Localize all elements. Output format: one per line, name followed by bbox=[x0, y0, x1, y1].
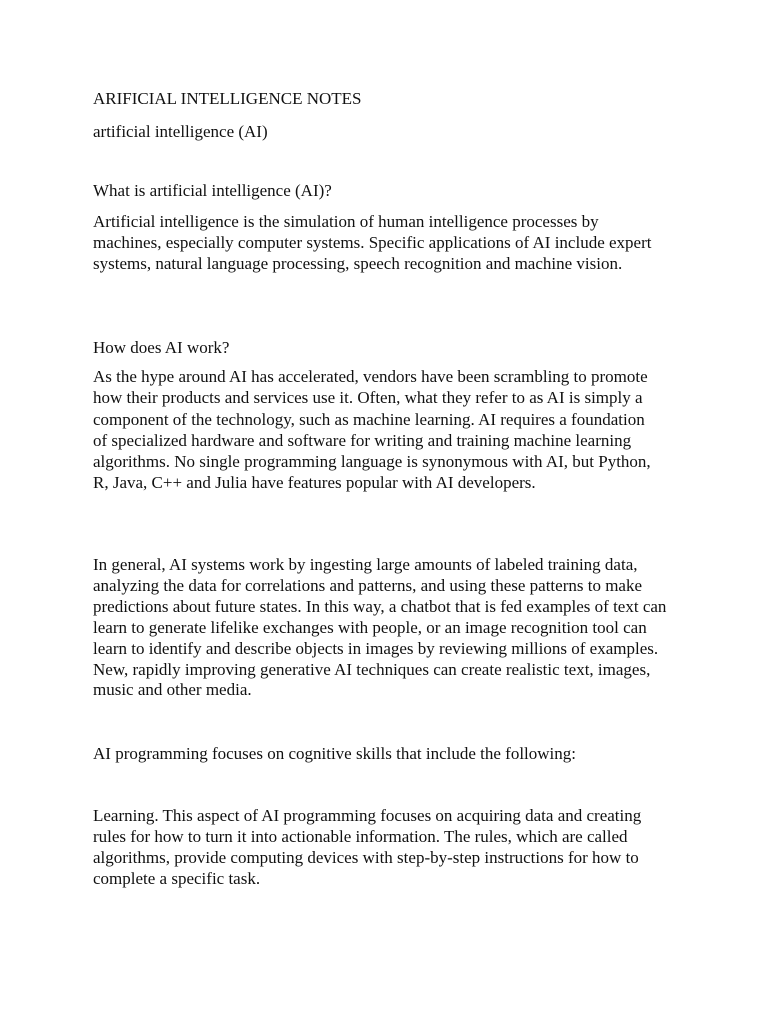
document-subtitle: artificial intelligence (AI) bbox=[93, 122, 268, 141]
paragraph-ai-definition: Artificial intelligence is the simulation of human intelligence processes by machines, especially computer systems. Specific applications of AI include expert systems, natural language processing, speech recognition and machine vision. bbox=[93, 212, 652, 273]
paragraph-ai-training-data: In general, AI systems work by ingesting large amounts of labeled training data, analyzing the data for correlations and patterns, and using these patterns to make predictions about future states. In this way, a chatbot that is fed examples of text can learn to generate lifelike exchanges with people, or an image recognition tool can learn to identify and describe objects in images by reviewing millions of examples. New, rapidly improving generative AI techniques can create realistic text, images, music and other media. bbox=[93, 555, 667, 700]
section-heading-what-is-ai: What is artificial intelligence (AI)? bbox=[93, 181, 332, 200]
section-heading-how-ai-works: How does AI work? bbox=[93, 338, 230, 357]
paragraph-learning: Learning. This aspect of AI programming focuses on acquiring data and creating rules for how to turn it into actionable information. The rules, which are called algorithms, provide computing devices with step-by-step instructions for how to complete a specific task. bbox=[93, 806, 642, 888]
paragraph-ai-hype: As the hype around AI has accelerated, vendors have been scrambling to promote how their products and services use it. Often, what they refer to as AI is simply a component of the technology, such as machine learning. AI requires a foundation of specialized hardware and software for writing and training machine learning algorithms. No single programming language is synonymous with AI, but Python, R, Java, C++ and Julia have features popular with AI developers. bbox=[93, 367, 651, 493]
document-title: ARIFICIAL INTELLIGENCE NOTES bbox=[93, 89, 362, 108]
paragraph-cognitive-skills-intro: AI programming focuses on cognitive skills that include the following: bbox=[93, 744, 576, 763]
